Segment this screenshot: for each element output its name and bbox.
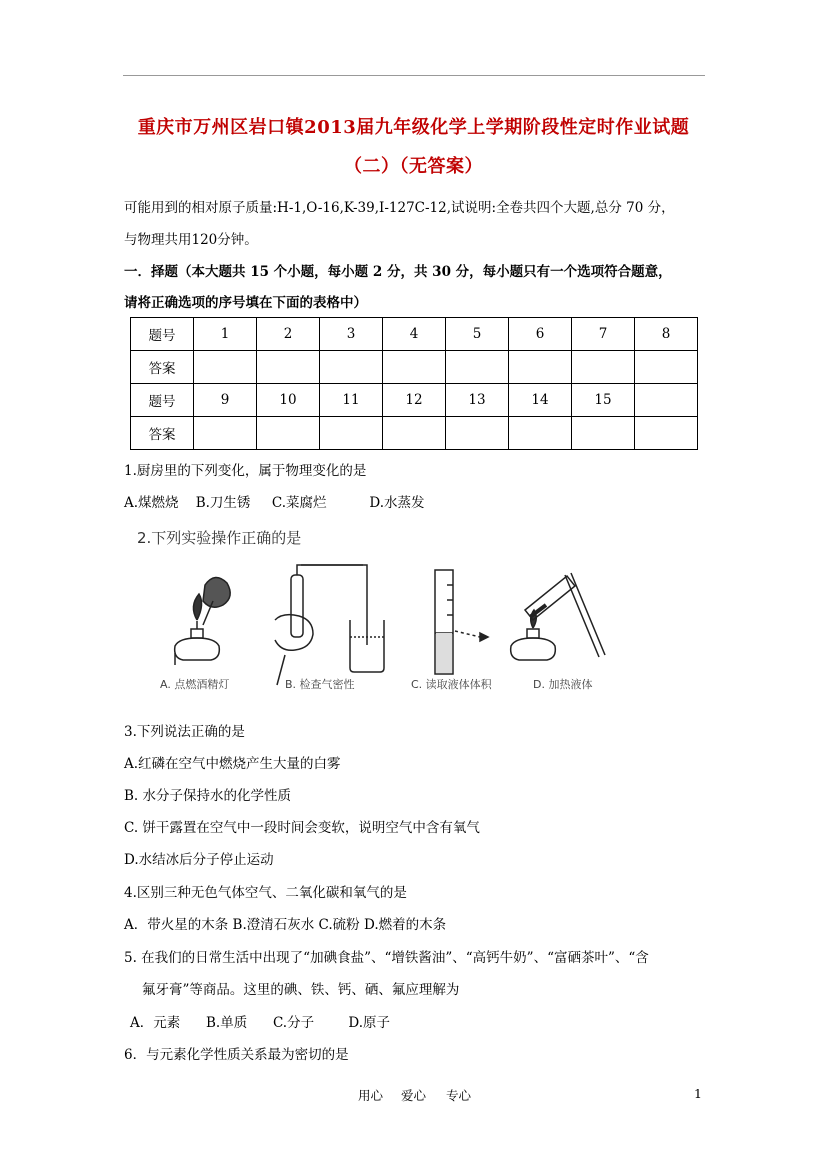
table-cell: 8 [635, 318, 698, 351]
answer-cell[interactable] [572, 351, 635, 384]
q2-caption-b: B. 检查气密性 [285, 678, 355, 691]
table-cell: 12 [383, 384, 446, 417]
footer-word: 专心 [446, 1088, 472, 1103]
table-row [131, 417, 698, 450]
table-cell: 5 [446, 318, 509, 351]
q1-options: A.煤燃烧 B.刀生锈 C.菜腐烂 D.水蒸发 [124, 495, 425, 511]
answer-cell[interactable] [383, 417, 446, 450]
table-cell: 3 [320, 318, 383, 351]
q5-stem-cont: 氟牙膏”等商品。这里的碘、铁、钙、硒、氟应理解为 [142, 982, 460, 998]
answer-cell[interactable] [446, 351, 509, 384]
table-cell: 13 [446, 384, 509, 417]
table-row [131, 351, 698, 384]
answer-cell[interactable] [635, 417, 698, 450]
table-cell: 11 [320, 384, 383, 417]
answer-cell[interactable] [257, 351, 320, 384]
q1-stem: 1.厨房里的下列变化，属于物理变化的是 [124, 463, 367, 479]
q4-stem: 4.区别三种无色气体空气、二氧化碳和氧气的是 [124, 885, 407, 901]
q5-options: A．元素 B.单质 C.分子 D.原子 [130, 1015, 391, 1031]
q5-stem: 5. 在我们的日常生活中出现了“加碘食盐”、“增铁酱油”、“高钙牛奶”、“富硒茶叶”、“含 [124, 950, 649, 966]
intro-line-2: 与物理共用120分钟。 [124, 232, 258, 248]
section1-heading-cont: 请将正确选项的序号填在下面的表格中） [124, 295, 367, 311]
answer-cell[interactable] [257, 417, 320, 450]
title-line-1: 重庆市万州区岩口镇2013届九年级化学上学期阶段性定时作业试题 [137, 117, 690, 138]
answer-cell[interactable] [572, 417, 635, 450]
q6-stem: 6．与元素化学性质关系最为密切的是 [124, 1047, 349, 1063]
table-cell: 答案 [131, 351, 194, 384]
table-cell: 15 [572, 384, 635, 417]
answer-cell[interactable] [509, 417, 572, 450]
answer-cell[interactable] [194, 417, 257, 450]
table-cell: 答案 [131, 417, 194, 450]
q4-options: A．带火星的木条 B.澄清石灰水 C.硫粉 D.燃着的木条 [124, 917, 447, 933]
q2-figure [135, 525, 635, 695]
table-cell: 7 [572, 318, 635, 351]
measuring-cylinder-icon [435, 570, 488, 674]
table-cell: 题号 [131, 318, 194, 351]
test-tube-heating-icon [511, 573, 605, 660]
answer-cell[interactable] [194, 351, 257, 384]
intro-line-1: 可能用到的相对原子质量:H-1,O-16,K-39,I-127C-12,试说明:全卷共四个大题,总分 70 分， [124, 200, 675, 216]
q3-stem: 3.下列说法正确的是 [124, 724, 245, 740]
answer-cell[interactable] [446, 417, 509, 450]
q2-stem: 2.下列实验操作正确的是 [137, 529, 302, 547]
table-row [131, 384, 698, 417]
alcohol-lamp-icon [175, 577, 231, 665]
q3-option-a: A.红磷在空气中燃烧产生大量的白雾 [124, 756, 341, 772]
airtightness-apparatus-icon [275, 565, 384, 685]
section1-heading: 一．择题（本大题共 15 个小题，每小题 2 分，共 30 分，每小题只有一个选项符合题意， [124, 264, 672, 280]
table-cell: 10 [257, 384, 320, 417]
page-number: 1 [694, 1086, 702, 1101]
answer-cell[interactable] [383, 351, 446, 384]
answer-table [130, 317, 698, 450]
q2-caption-d: D. 加热液体 [533, 678, 593, 691]
table-cell: 1 [194, 318, 257, 351]
answer-cell[interactable] [509, 351, 572, 384]
table-cell: 14 [509, 384, 572, 417]
q3-option-d: D.水结冰后分子停止运动 [124, 852, 274, 868]
table-cell: 6 [509, 318, 572, 351]
table-row [131, 318, 698, 351]
table-cell [635, 384, 698, 417]
table-cell: 9 [194, 384, 257, 417]
table-cell: 题号 [131, 384, 194, 417]
footer-word: 爱心 [401, 1088, 427, 1103]
answer-cell[interactable] [320, 351, 383, 384]
answer-cell[interactable] [320, 417, 383, 450]
header-rule [123, 75, 705, 76]
q3-option-c: C. 饼干露置在空气中一段时间会变软，说明空气中含有氧气 [124, 820, 480, 836]
footer-word: 用心 [358, 1088, 384, 1103]
table-cell: 2 [257, 318, 320, 351]
title-line-2: （二）（无答案） [344, 156, 483, 177]
q2-caption-a: A. 点燃酒精灯 [160, 678, 230, 691]
q3-option-b: B. 水分子保持水的化学性质 [124, 788, 292, 804]
table-cell: 4 [383, 318, 446, 351]
answer-cell[interactable] [635, 351, 698, 384]
q2-caption-c: C. 读取液体体积 [411, 678, 492, 691]
